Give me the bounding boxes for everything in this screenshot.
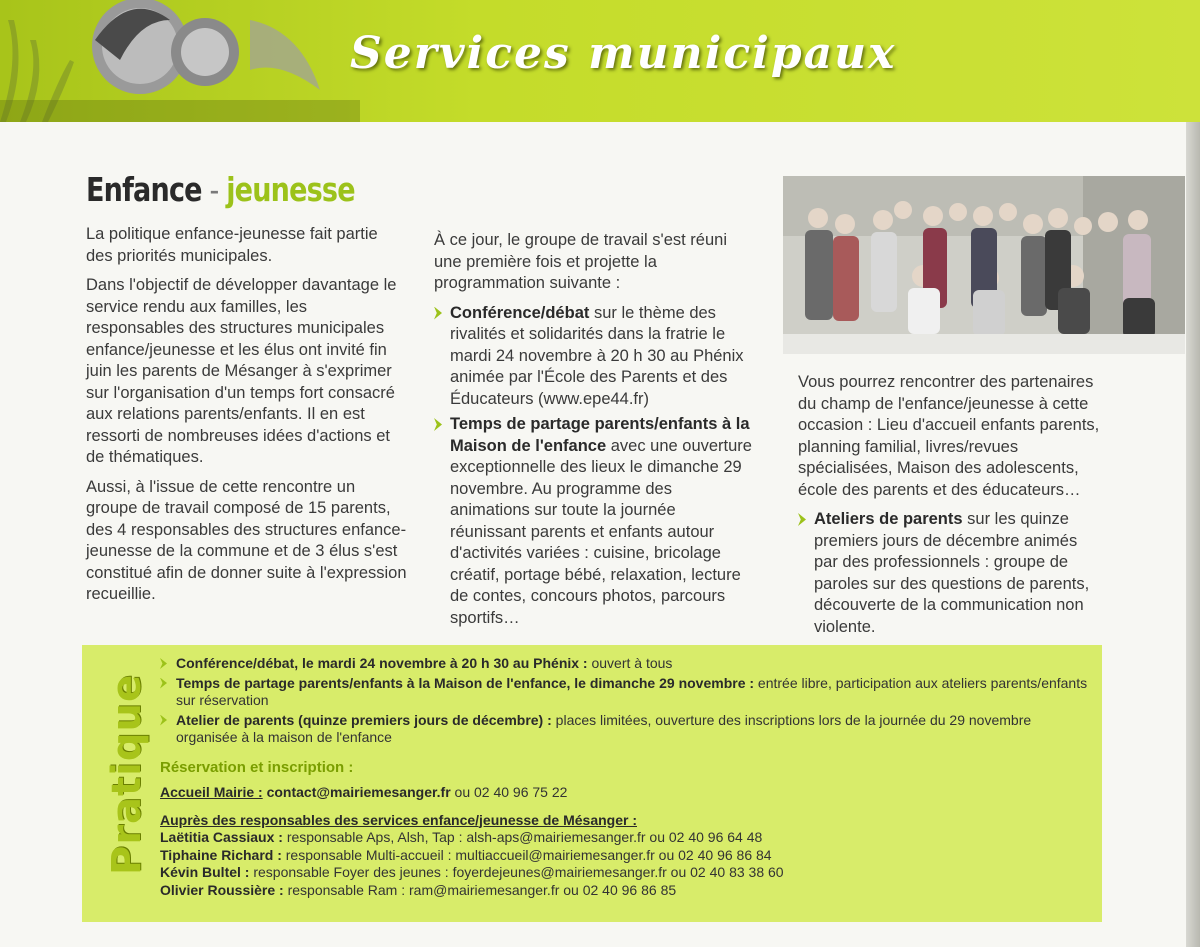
bullet-ateliers (798, 509, 1104, 638)
bullet-conference (434, 303, 756, 411)
contact-line (160, 829, 1095, 847)
bullet-temps-partage-bold: Temps de partage parents/enfants à la Maison de l'enfance (450, 415, 750, 455)
flower-decoration-image (0, 0, 360, 122)
pratique-item-text: places limitées, ouverture des inscriptions lors de la journée du 29 novembre organisée à la maison de l'enfance (176, 711, 1032, 745)
section-title-part-2: jeunesse (226, 170, 355, 209)
bullet-temps-partage (434, 414, 756, 629)
bullet-ateliers-bold: Ateliers de parents (814, 510, 963, 528)
banner-title: Services municipaux (350, 28, 897, 79)
contact-line (160, 882, 1095, 900)
contact-name: Olivier Roussière : (160, 881, 284, 898)
contact-line (160, 847, 1095, 865)
aupres-heading (160, 812, 1095, 830)
page-edge (1186, 122, 1200, 947)
pratique-item-text: ouvert à tous (587, 655, 673, 671)
aupres-heading-text: Auprès des responsables des services enfance/jeunesse de Mésanger : (160, 811, 637, 828)
accueil-mairie-label: Accueil Mairie : (160, 784, 263, 800)
pratique-item (160, 675, 1095, 710)
pratique-item-bold: Atelier de parents (quinze premiers jours de décembre) : (176, 711, 552, 728)
col1-paragraph-1: La politique enfance-jeunesse fait partie des priorités municipales. (86, 225, 378, 265)
header-banner (0, 0, 1200, 122)
bullet-arrow-icon (434, 307, 442, 320)
bullet-ateliers-text: sur les quinze premiers jours de décembre animés par des professionnels : groupe de paroles sur des questions de parents, découverte de la communication non violente. (814, 510, 1090, 636)
contact-detail[interactable]: responsable Aps, Alsh, Tap : alsh-aps@mairiemesanger.fr ou 02 40 96 64 48 (282, 829, 763, 845)
col3-paragraph-1: Vous pourrez rencontrer des partenaires du champ de l'enfance/jeunesse à cette occasion : Lieu d'accueil enfants parents, planning familial, livres/revues spécialisées, Maison des adolescents, école des parents et des éducateurs… (798, 373, 1100, 499)
pratique-label: Pratique (104, 673, 150, 875)
contact-detail[interactable]: responsable Multi-accueil : multiaccueil@mairiemesanger.fr ou 02 40 96 86 84 (281, 846, 772, 863)
section-title-separator: - (201, 170, 227, 209)
column-3 (798, 372, 1104, 642)
column-1 (86, 224, 408, 614)
bullet-arrow-icon (434, 418, 442, 431)
pratique-item-bold: Conférence/débat, le mardi 24 novembre à 20 h 30 au Phénix : (176, 655, 588, 671)
group-photo (783, 176, 1185, 354)
pratique-item (160, 655, 1095, 673)
bullet-conference-bold: Conférence/débat (450, 303, 590, 322)
bullet-arrow-icon (160, 715, 167, 726)
col1-paragraph-2: Dans l'objectif de développer davantage le service rendu aux familles, les responsables des structures municipales enfance/jeunesse et les élus ont invité fin juin les parents de Mésanger à s'exprimer sur l'organisation d'un temps fort consacré aux relations parents/enfants. Il en est ressorti de nombreuses idées d'actions et de thématiques. (86, 276, 397, 466)
pratique-item-text: entrée libre, participation aux ateliers parents/enfants sur réservation (176, 674, 1088, 708)
reservation-title: Réservation et inscription : (160, 758, 354, 776)
section-title-part-1: Enfance (86, 170, 202, 209)
bullet-arrow-icon (160, 678, 167, 689)
accueil-mairie-phone: ou 02 40 96 75 22 (450, 784, 568, 800)
pratique-content (160, 655, 1095, 899)
contact-name: Kévin Bultel : (160, 864, 250, 880)
bullet-arrow-icon (160, 658, 167, 669)
accueil-mairie-email[interactable]: contact@mairiemesanger.fr (262, 784, 451, 800)
bullet-arrow-icon (798, 513, 806, 526)
contact-detail[interactable]: responsable Ram : ram@mairiemesanger.fr ou 02 40 96 86 85 (283, 881, 677, 898)
col2-intro: À ce jour, le groupe de travail s'est réuni une première fois et projette la programmation suivante : (434, 231, 727, 292)
section-title (86, 170, 355, 209)
contact-name: Tiphaine Richard : (160, 846, 282, 863)
contact-line (160, 864, 1095, 882)
bullet-conference-text: sur le thème des rivalités et solidarités dans la fratrie le mardi 24 novembre à 20 h 30 au Phénix animée par l'École des Parents et des Éducateurs (www.epe44.fr) (450, 303, 744, 408)
contact-detail[interactable]: responsable Foyer des jeunes : foyerdejeunes@mairiemesanger.fr ou 02 40 83 38 60 (249, 864, 784, 880)
pratique-item (160, 712, 1095, 747)
pratique-box (82, 645, 1102, 922)
col1-paragraph-3: Aussi, à l'issue de cette rencontre un groupe de travail composé de 15 parents, des 4 responsables des structures enfance-jeunesse de la commune et de 3 élus s'est constitué afin de donner suite à l'expression recueillie. (86, 477, 407, 603)
group-photo-image (783, 176, 1185, 354)
accueil-mairie-line (160, 784, 1095, 802)
pratique-item-bold: Temps de partage parents/enfants à la Maison de l'enfance, le dimanche 29 novembre : (176, 674, 755, 691)
contact-name: Laëtitia Cassiaux : (160, 829, 283, 845)
bullet-temps-partage-text: avec une ouverture exceptionnelle des lieux le dimanche 29 novembre. Au programme des animations sur toute la journée réunissant parents et enfants autour d'activités variées : cuisine, bricolage créatif, portage bébé, relaxation, lecture de contes, concours photos, parcours sportifs… (450, 436, 752, 627)
column-2 (434, 230, 756, 633)
